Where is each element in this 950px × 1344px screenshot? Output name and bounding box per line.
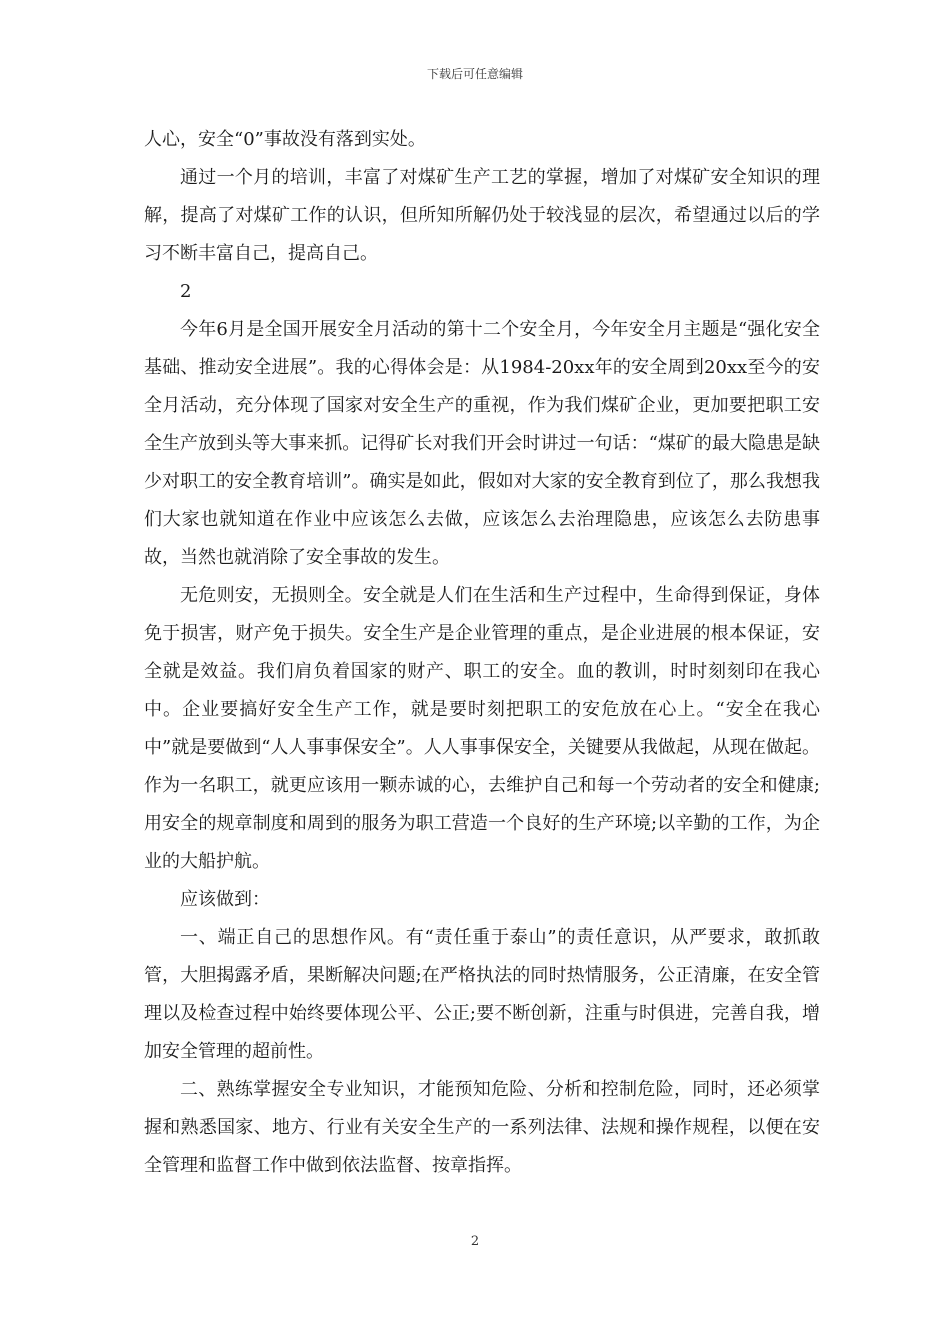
paragraph-safety-meaning: 无危则安，无损则全。安全就是人们在生活和生产过程中，生命得到保证，身体免于损害，财产免于损失。安全生产是企业管理的重点，是企业进展的根本保证，安全就是效益。我们肩负着国家的财产、职工的安全。血的教训，时时刻刻印在我心中。企业要搞好安全生产工作，就是要时刻把职工的安危放在心上。“安全在我心中”就是要做到“人人事事保安全”。人人事事保安全，关键要从我做起，从现在做起。作为一名职工，就更应该用一颗赤诚的心，去维护自己和每一个劳动者的安全和健康;用安全的规章制度和周到的服务为职工营造一个良好的生产环境;以辛勤的工作，为企业的大船护航。 [144,585,820,872]
document-body [144,121,820,1185]
paragraph-point-two: 二、熟练掌握安全专业知识，才能预知危险、分析和控制危险，同时，还必须掌握和熟悉国家、地方、行业有关安全生产的一系列法律、法规和操作规程，以便在安全管理和监督工作中做到依法监督、按章指挥。 [144,1079,820,1176]
paragraph-should-do: 应该做到： [180,889,270,910]
paragraph-training-summary: 通过一个月的培训，丰富了对煤矿生产工艺的掌握，增加了对煤矿安全知识的理解，提高了对煤矿工作的认识，但所知所解仍处于较浅显的层次，希望通过以后的学习不断丰富自己，提高自己。 [144,167,820,264]
paragraph-safety-month: 今年6月是全国开展安全月活动的第十二个安全月，今年安全月主题是“强化安全基础、推动安全进展”。我的心得体会是：从1984-20xx年的安全周到20xx至今的安全月活动，充分体现了国家对安全生产的重视，作为我们煤矿企业，更加要把职工安全生产放到头等大事来抓。记得矿长对我们开会时讲过一句话：“煤矿的最大隐患是缺少对职工的安全教育培训”。确实是如此，假如对大家的安全教育到位了，那么我想我们大家也就知道在作业中应该怎么去做，应该怎么去治理隐患，应该怎么去防患事故，当然也就消除了安全事故的发生。 [144,319,820,568]
paragraph-continuation: 人心，安全“0”事故没有落到实处。 [144,129,426,150]
page-header [0,66,950,82]
page-number: 2 [470,1234,480,1249]
header-note: 下载后可任意编辑 [426,67,523,81]
section-number: 2 [180,281,192,302]
paragraph-point-one: 一、端正自己的思想作风。有“责任重于泰山”的责任意识，从严要求，敢抓敢管，大胆揭露矛盾，果断解决问题;在严格执法的同时热情服务，公正清廉，在安全管理以及检查过程中始终要体现公平、公正;要不断创新，注重与时俱进，完善自我，增加安全管理的超前性。 [144,927,820,1062]
page-footer [0,1233,950,1251]
